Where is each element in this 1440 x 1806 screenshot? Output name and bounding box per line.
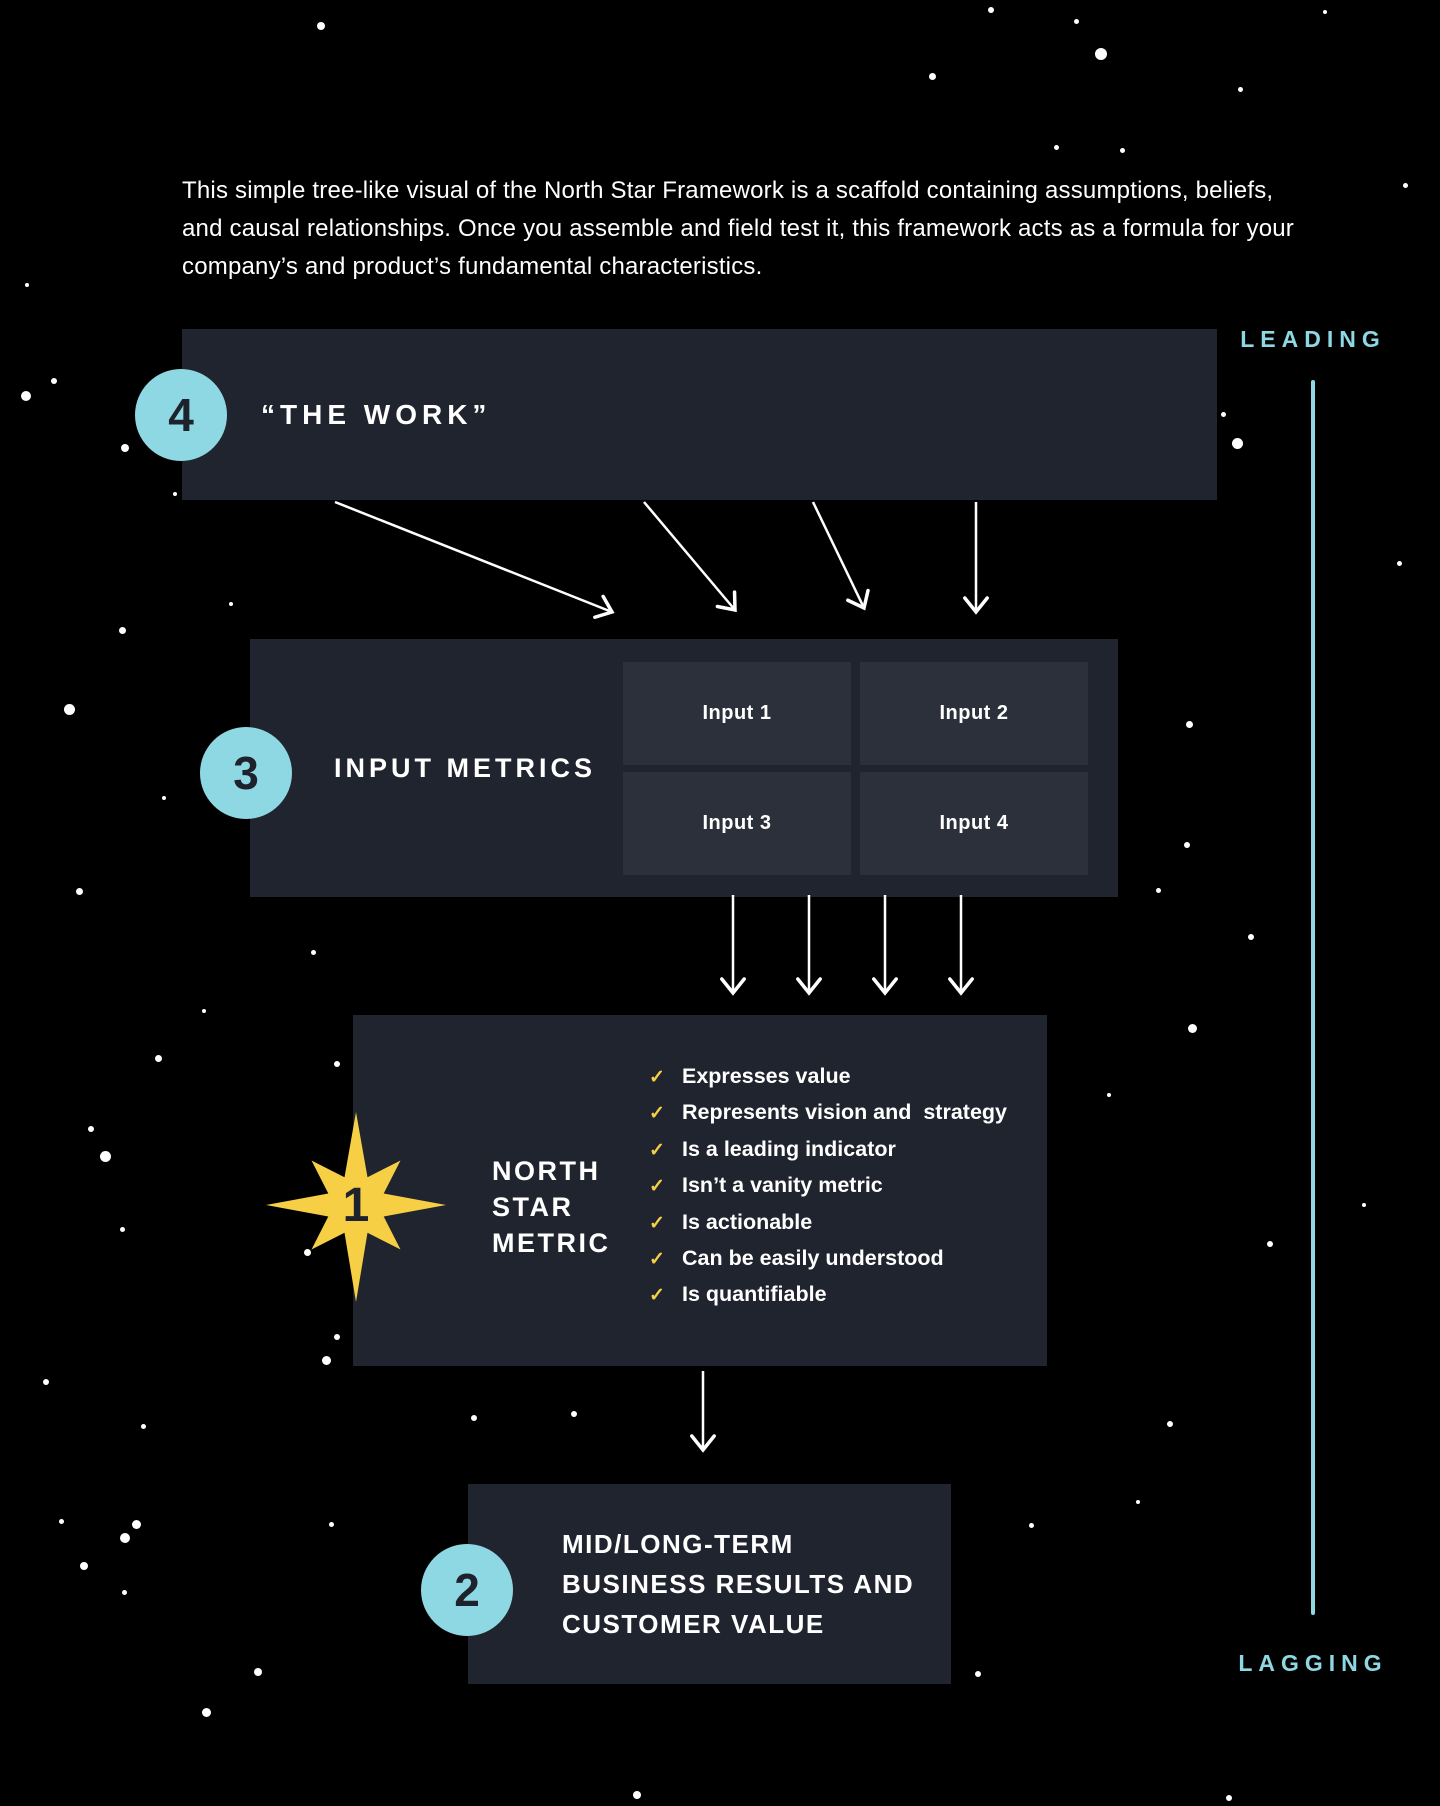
input-2-box: Input 2 bbox=[860, 662, 1088, 765]
check-icon: ✓ bbox=[649, 1176, 665, 1198]
intro-line: This simple tree-like visual of the North Star Framework is a scaffold containing assumptions, beliefs, bbox=[182, 177, 1274, 204]
lagging-label: LAGGING bbox=[1238, 1650, 1388, 1676]
intro-line: and causal relationships. Once you assemble and field test it, this framework acts as a formula for your bbox=[182, 215, 1294, 242]
checklist-item: ✓ Expresses value bbox=[649, 1064, 851, 1088]
check-icon: ✓ bbox=[649, 1285, 665, 1307]
flow-arrow bbox=[335, 502, 612, 612]
leading-label: LEADING bbox=[1240, 326, 1386, 352]
flow-arrow bbox=[644, 502, 735, 610]
business-results-title: MID/LONG-TERM BUSINESS RESULTS AND CUSTOMER VALUE bbox=[562, 1529, 915, 1639]
input-metrics-title: INPUT METRICS bbox=[334, 752, 597, 783]
checklist-item: ✓ Isn’t a vanity metric bbox=[649, 1173, 883, 1198]
check-icon: ✓ bbox=[649, 1067, 665, 1088]
checklist-item: ✓ Represents vision and strategy bbox=[649, 1100, 1007, 1125]
input-3-box: Input 3 bbox=[623, 772, 851, 875]
checklist-item: ✓ Is quantifiable bbox=[649, 1282, 827, 1307]
flow-arrow bbox=[813, 502, 864, 608]
step-4-badge: 4 bbox=[135, 369, 227, 461]
checklist-item: ✓ Is a leading indicator bbox=[649, 1136, 896, 1161]
step-3-badge: 3 bbox=[200, 727, 292, 819]
check-icon: ✓ bbox=[649, 1212, 665, 1234]
checklist-item: ✓ Can be easily understood bbox=[649, 1245, 944, 1270]
checklist-item: ✓ Is actionable bbox=[649, 1209, 813, 1234]
step-1-badge: 1 bbox=[342, 1178, 370, 1232]
check-icon: ✓ bbox=[649, 1139, 665, 1161]
check-icon: ✓ bbox=[649, 1248, 665, 1270]
input-1-box: Input 1 bbox=[623, 662, 851, 765]
input-4-box: Input 4 bbox=[860, 772, 1088, 875]
north-star-metric-title: NORTH STAR METRIC bbox=[492, 1156, 611, 1258]
check-icon: ✓ bbox=[649, 1103, 665, 1125]
step-2-badge: 2 bbox=[421, 1544, 513, 1636]
the-work-title: “THE WORK” bbox=[261, 398, 492, 430]
intro-line: company’s and product’s fundamental characteristics. bbox=[182, 253, 763, 280]
